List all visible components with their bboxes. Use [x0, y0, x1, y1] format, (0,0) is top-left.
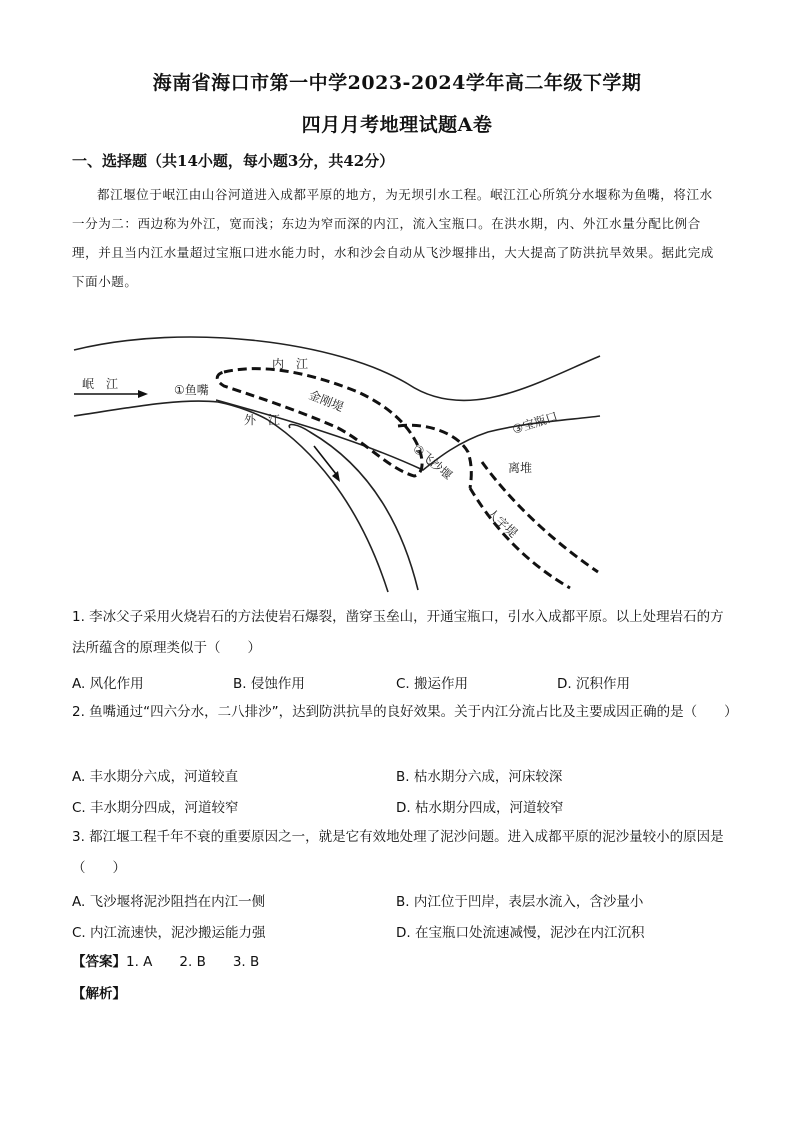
label-baopingkou: ③宝瓶口	[510, 409, 560, 437]
island-tip	[289, 425, 418, 590]
answer-line	[72, 950, 259, 970]
outer-river-flow-arrow	[314, 446, 336, 474]
label-lidui: 离堆	[508, 461, 533, 475]
exam-title-line1: 海南省海口市第一中学2023-2024学年高二年级下学期	[152, 72, 642, 94]
inner-bank-upper	[216, 400, 600, 470]
dujiangyan-diagram	[68, 328, 608, 600]
q1-option-a: A. 风化作用	[72, 676, 144, 692]
q3-option-b: B. 内江位于凹岸，表层水流入，含沙量小	[396, 894, 644, 910]
exam-title-line2: 四月月考地理试题A卷	[301, 114, 493, 136]
label-waijiang: 外 江	[244, 413, 281, 427]
minjiang-arrowhead	[138, 390, 148, 398]
question-1-stem: 1. 李冰父子采用火烧岩石的方法使岩石爆裂，凿穿玉垒山，开通宝瓶口，引水入成都平原。以上处理岩石的方法所蕴含的原理类似于（ ）	[72, 609, 724, 656]
q1-option-c: C. 搬运作用	[396, 676, 469, 692]
q2-option-c: C. 丰水期分四成，河道较窄	[72, 800, 239, 816]
label-renzidi: 人字堤	[483, 505, 521, 541]
q2-option-b: B. 枯水期分六成，河床较深	[396, 769, 563, 785]
outer-river-bank-left	[268, 420, 388, 592]
label-neijiang: 内 江	[272, 357, 309, 371]
analysis-label: 【解析】	[72, 986, 126, 1002]
label-yuzui: ①鱼嘴	[174, 383, 209, 397]
question-3-stem: 3. 都江堰工程千年不衰的重要原因之一，就是它有效地处理了泥沙问题。进入成都平原的泥沙量较小的原因是（ ）	[72, 829, 724, 876]
q3-option-d: D. 在宝瓶口处流速减慢，泥沙在内江沉积	[396, 925, 645, 941]
label-feishayan: ②飞沙堰	[410, 441, 455, 483]
outer-river-arrowhead	[332, 471, 340, 482]
section-heading: 一、选择题（共14小题，每小题3分，共42分）	[72, 152, 395, 170]
q2-option-d: D. 枯水期分四成，河道较窄	[396, 800, 564, 816]
answer-text: 1. A 2. B 3. B	[126, 954, 260, 970]
q3-option-c: C. 内江流速快，泥沙搬运能力强	[72, 925, 266, 941]
q2-option-a: A. 丰水期分六成，河道较直	[72, 769, 239, 785]
label-jingangdi: 金刚堤	[306, 387, 346, 415]
south-bank-line	[74, 401, 268, 420]
intro-paragraph: 都江堰位于岷江由山谷河道进入成都平原的地方，为无坝引水工程。岷江江心所筑分水堰称为鱼嘴，将江水一分为二：西边称为外江，宽而浅；东边为窄而深的内江，流入宝瓶口。在洪水期，内、外江水量分配比例合理，并且当内江水量超过宝瓶口进水能力时，水和沙会自动从飞沙堰排出，大大提高了防洪抗旱效果。据此完成下面小题。	[72, 187, 714, 289]
question-2-stem: 2. 鱼嘴通过“四六分水，二八排沙”，达到防洪抗旱的良好效果。关于内江分流占比及主要成因正确的是（ ）	[72, 704, 738, 720]
q1-option-b: B. 侵蚀作用	[233, 676, 305, 692]
label-minjiang: 岷 江	[82, 377, 119, 391]
q3-option-a: A. 飞沙堰将泥沙阻挡在内江一侧	[72, 894, 266, 910]
answer-label: 【答案】	[72, 954, 126, 970]
north-bank-line	[74, 337, 600, 400]
q1-option-d: D. 沉积作用	[557, 676, 630, 692]
